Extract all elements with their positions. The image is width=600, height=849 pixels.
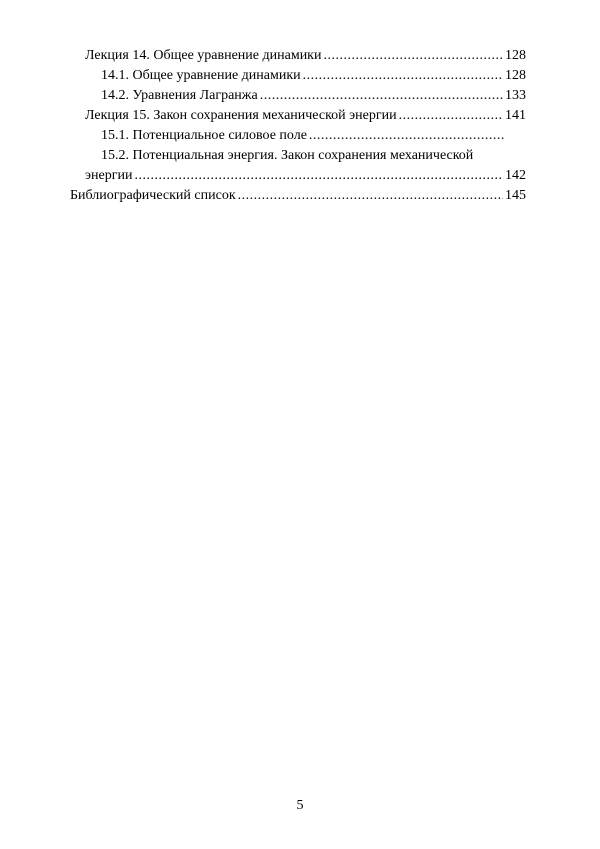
toc-page-number: 145 [505, 188, 526, 203]
toc-entry-title: энергии [85, 168, 133, 183]
toc-dot-leader [309, 126, 504, 146]
toc-dot-leader [238, 186, 503, 206]
toc-entry-title: 14.2. Уравнения Лагранжа [101, 88, 258, 103]
toc-entry-title: Лекция 14. Общее уравнение динамики [85, 48, 322, 63]
toc-dot-leader [323, 46, 503, 66]
toc-entry-bibliography[interactable] [70, 186, 526, 206]
toc-entry-15-2[interactable] [70, 146, 526, 166]
toc-dot-leader [260, 86, 503, 106]
toc-page-number: 142 [505, 168, 526, 183]
toc-page-number: 133 [505, 88, 526, 103]
toc-dot-leader [134, 166, 503, 186]
toc-entry-title: 15.2. Потенциальная энергия. Закон сохранения механической [101, 148, 474, 163]
toc-entry-14-2[interactable] [70, 86, 526, 106]
table-of-contents [70, 46, 526, 206]
page-number: 5 [296, 798, 304, 813]
toc-entry-14-1[interactable] [70, 66, 526, 86]
toc-page-number: 128 [505, 48, 526, 63]
toc-page-number: 141 [505, 108, 526, 123]
toc-entry-title: Лекция 15. Закон сохранения механической энергии [85, 108, 397, 123]
toc-entry-lecture-15[interactable] [70, 106, 526, 126]
toc-entry-15-2-continued[interactable] [70, 166, 526, 186]
toc-page-number: 128 [505, 68, 526, 83]
toc-entry-title: Библиографический список [70, 188, 236, 203]
toc-dot-leader [399, 106, 503, 126]
toc-entry-title: 14.1. Общее уравнение динамики [101, 68, 301, 83]
toc-entry-title: 15.1. Потенциальное силовое поле [101, 128, 307, 143]
toc-entry-15-1[interactable] [70, 126, 526, 146]
toc-dot-leader [303, 66, 503, 86]
toc-entry-lecture-14[interactable] [70, 46, 526, 66]
